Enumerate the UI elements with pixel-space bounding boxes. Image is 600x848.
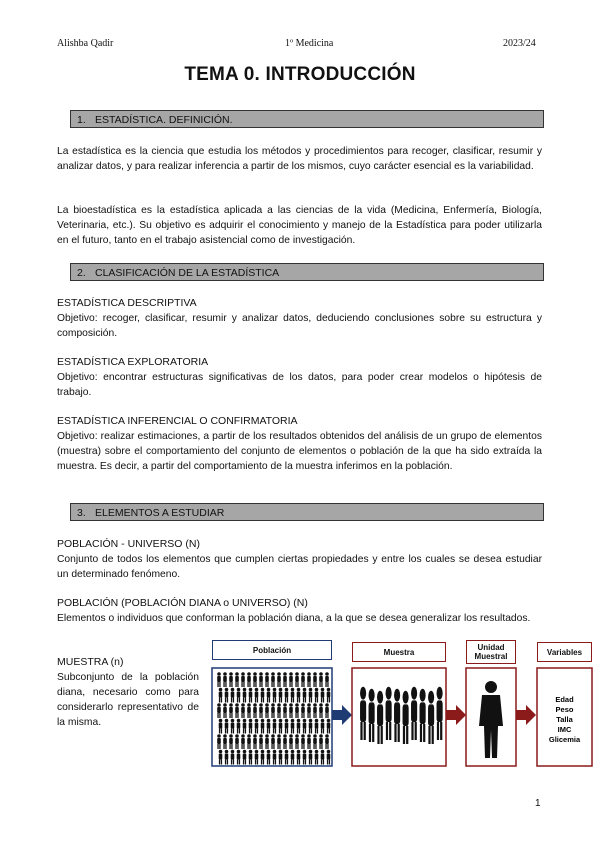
variable-item: Edad [555,695,574,704]
label-muestra: Muestra [352,642,446,662]
variable-item: Talla [556,715,573,724]
muestra-title: MUESTRA (n) [57,656,124,668]
variable-item: Glicemia [548,735,581,744]
label-variables: Variables [537,642,592,662]
section-3-header [70,503,544,521]
arrow-right-icon [516,705,536,725]
descriptiva-text: Objetivo: recoger, clasificar, resumir y analizar datos, deduciendo conclusiones sobre su estructura y composición. [57,313,542,339]
section-2-header [70,263,544,281]
section-number: 2. [77,267,86,279]
section-label: ESTADÍSTICA. DEFINICIÓN. [95,114,233,126]
muestra-text: Subconjunto de la población diana, necesario como para considerarlo representativo de la misma. [57,672,199,728]
poblacion-text: Conjunto de todos los elementos que cumplen ciertas propiedades y entre los cuales se desea estudiar un determinado fenómeno. [57,554,542,580]
poblacion-title: POBLACIÓN - UNIVERSO (N) [57,538,200,550]
descriptiva-title: ESTADÍSTICA DESCRIPTIVA [57,297,197,309]
exploratoria-title: ESTADÍSTICA EXPLORATORIA [57,356,209,368]
section-number: 1. [77,114,86,126]
page-number: 1 [535,798,541,809]
section-label: ELEMENTOS A ESTUDIAR [95,507,225,519]
arrow-right-icon [332,705,352,725]
section-label: CLASIFICACIÓN DE LA ESTADÍSTICA [95,267,280,279]
header-author: Alishba Qadir [57,38,114,49]
definition-paragraph-1: La estadística es la ciencia que estudia los métodos y procedimientos para recoger, clasificar, resumir y analizar datos, y para realizar inferencia a partir de los mismos, cuyo carácter esencial es la variabilidad. [57,146,542,172]
label-unidad-muestral: Unidad Muestral [466,640,516,664]
section-1-header [70,110,544,128]
header-course: 1º Medicina [285,38,334,49]
label-poblacion: Población [212,640,332,660]
header-year: 2023/24 [503,38,536,49]
diana-text: Elementos o individuos que conforman la población diana, a la que se desea generalizar los resultados. [57,613,531,624]
diagram-graphics [210,638,600,778]
inferencial-title: ESTADÍSTICA INFERENCIAL O CONFIRMATORIA [57,415,298,427]
diana-title: POBLACIÓN (POBLACIÓN DIANA o UNIVERSO) (N) [57,597,308,609]
exploratoria-text: Objetivo: encontrar estructuras significativas de los datos, para poder crear modelos o hipótesis de trabajo. [57,372,542,398]
arrow-right-icon [446,705,466,725]
inferencial-text: Objetivo: realizar estimaciones, a partir de los resultados obtenidos del análisis de un grupo de elementos (muestra) sobre el comportamiento del conjunto de elementos o población de la que ha sido extraída la muestra. Es decir, a partir del comportamiento de la muestra inferimos en la población. [57,431,542,472]
variable-item: Peso [555,705,574,714]
definition-paragraph-2: La bioestadística es la estadística aplicada a las ciencias de la vida (Medicina, Enfermería, Biología, Veterinaria, etc.). Su objetivo es adquirir el conocimiento y manejo de la Estadística para poder utilizarla en el futuro, tanto en el trabajo asistencial como de investigación. [57,205,542,246]
page-title: TEMA 0. INTRODUCCIÓN [184,64,416,85]
sampling-diagram [210,638,600,778]
variable-item: IMC [557,725,572,734]
section-number: 3. [77,507,86,519]
